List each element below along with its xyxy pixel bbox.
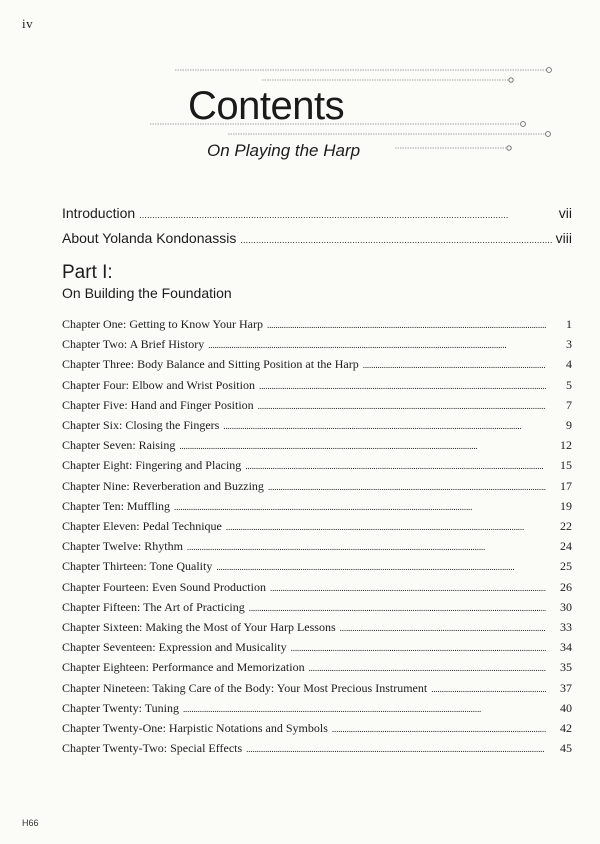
toc-entry-page: 7 bbox=[566, 397, 572, 412]
toc-entry-chapter[interactable] bbox=[62, 517, 572, 537]
dot-leader bbox=[208, 335, 546, 355]
toc-entry-label: Chapter Fifteen: The Art of Practicing bbox=[62, 599, 245, 614]
toc-entry-page: 15 bbox=[560, 458, 572, 473]
chapter-list bbox=[62, 315, 572, 759]
dot-leader bbox=[258, 396, 546, 416]
dot-leader bbox=[431, 679, 546, 699]
toc-entry-chapter[interactable] bbox=[62, 578, 572, 598]
string-peg-icon bbox=[521, 122, 526, 127]
toc-entry-page: 33 bbox=[560, 620, 572, 635]
toc-entry-page: 12 bbox=[560, 438, 572, 453]
dot-leader bbox=[174, 497, 546, 517]
toc-entry-label: Chapter Twenty-One: Harpistic Notations and Symbols bbox=[62, 721, 328, 736]
page-number: iv bbox=[22, 16, 34, 31]
string-peg-icon bbox=[509, 78, 513, 82]
toc-entry-page: 22 bbox=[560, 519, 572, 534]
toc-entry-chapter[interactable] bbox=[62, 557, 572, 577]
toc-entry-page: 30 bbox=[560, 599, 572, 614]
dot-leader bbox=[332, 719, 546, 739]
string-peg-icon bbox=[547, 68, 552, 73]
toc-entry-chapter[interactable] bbox=[62, 477, 572, 497]
toc-entry-label: Introduction bbox=[62, 205, 136, 221]
toc-entry-page: 4 bbox=[566, 357, 572, 372]
toc-entry-label: Chapter Four: Elbow and Wrist Position bbox=[62, 377, 255, 392]
part-heading: Part I: bbox=[62, 262, 113, 283]
dot-leader bbox=[240, 229, 551, 249]
dot-leader bbox=[268, 477, 546, 497]
dot-leader bbox=[249, 598, 546, 618]
dot-leader bbox=[226, 517, 546, 537]
toc-entry-page: 24 bbox=[560, 539, 572, 554]
dot-leader bbox=[267, 315, 546, 335]
toc-entry-chapter[interactable] bbox=[62, 719, 572, 739]
page-subtitle: On Playing the Harp bbox=[207, 141, 361, 160]
toc-entry-label: Chapter Nineteen: Taking Care of the Body: Your Most Precious Instrument bbox=[62, 680, 428, 695]
dot-leader bbox=[270, 578, 546, 598]
toc-entry-label: About Yolanda Kondonassis bbox=[62, 230, 237, 246]
toc-entry-label: Chapter Twenty: Tuning bbox=[62, 700, 179, 715]
toc-entry-chapter[interactable] bbox=[62, 699, 572, 719]
toc-entry-label: Chapter Eighteen: Performance and Memorization bbox=[62, 660, 305, 675]
dot-leader bbox=[291, 638, 546, 658]
dot-leader bbox=[183, 699, 546, 719]
dot-leader bbox=[139, 204, 555, 224]
toc-entry-chapter[interactable] bbox=[62, 497, 572, 517]
toc-entry-chapter[interactable] bbox=[62, 537, 572, 557]
toc-entry-page: viii bbox=[555, 230, 572, 246]
toc-entry-page: vii bbox=[558, 205, 572, 221]
page-title: Contents bbox=[188, 84, 345, 128]
toc-entry-page: 17 bbox=[560, 478, 572, 493]
toc-entry-label: Chapter Eight: Fingering and Placing bbox=[62, 458, 242, 473]
toc-entry-page: 26 bbox=[560, 579, 572, 594]
toc-entry-chapter[interactable] bbox=[62, 679, 572, 699]
catalog-code: H66 bbox=[22, 818, 39, 828]
toc-entry-label: Chapter Sixteen: Making the Most of Your Harp Lessons bbox=[62, 620, 336, 635]
toc-entry-page: 5 bbox=[566, 377, 572, 392]
toc-entry-about-author[interactable] bbox=[62, 229, 572, 249]
toc-entry-label: Chapter Two: A Brief History bbox=[62, 337, 205, 352]
toc-entry-page: 45 bbox=[560, 741, 572, 756]
toc-entry-label: Chapter Five: Hand and Finger Position bbox=[62, 397, 254, 412]
toc-entry-label: Chapter Nine: Reverberation and Buzzing bbox=[62, 478, 264, 493]
toc-entry-page: 42 bbox=[560, 721, 572, 736]
toc-entry-page: 40 bbox=[560, 700, 572, 715]
dot-leader bbox=[245, 456, 546, 476]
toc-entry-chapter[interactable] bbox=[62, 416, 572, 436]
toc-entry-chapter[interactable] bbox=[62, 315, 572, 335]
toc-entry-page: 25 bbox=[560, 559, 572, 574]
string-peg-icon bbox=[546, 132, 551, 137]
toc-entry-label: Chapter Seven: Raising bbox=[62, 438, 176, 453]
toc-entry-chapter[interactable] bbox=[62, 436, 572, 456]
part-subheading: On Building the Foundation bbox=[62, 285, 232, 301]
toc-entry-chapter[interactable] bbox=[62, 638, 572, 658]
toc-entry-label: Chapter Seventeen: Expression and Musicality bbox=[62, 640, 287, 655]
toc-entry-label: Chapter Ten: Muffling bbox=[62, 498, 171, 513]
toc-entry-label: Chapter Three: Body Balance and Sitting Position at the Harp bbox=[62, 357, 359, 372]
dot-leader bbox=[246, 739, 546, 759]
toc-entry-chapter[interactable] bbox=[62, 658, 572, 678]
toc-entry-chapter[interactable] bbox=[62, 376, 572, 396]
toc-entry-page: 37 bbox=[560, 680, 572, 695]
toc-entry-chapter[interactable] bbox=[62, 618, 572, 638]
toc-entry-label: Chapter Six: Closing the Fingers bbox=[62, 418, 220, 433]
toc-entry-chapter[interactable] bbox=[62, 598, 572, 618]
dot-leader bbox=[179, 436, 546, 456]
toc-entry-page: 35 bbox=[560, 660, 572, 675]
dot-leader bbox=[223, 416, 546, 436]
dot-leader bbox=[340, 618, 546, 638]
toc-entry-chapter[interactable] bbox=[62, 396, 572, 416]
toc-entry-label: Chapter Fourteen: Even Sound Production bbox=[62, 579, 266, 594]
toc-entry-label: Chapter Eleven: Pedal Technique bbox=[62, 519, 222, 534]
dot-leader bbox=[259, 376, 546, 396]
dot-leader bbox=[309, 658, 546, 678]
toc-entry-label: Chapter One: Getting to Know Your Harp bbox=[62, 317, 263, 331]
string-peg-icon bbox=[507, 146, 511, 150]
dot-leader bbox=[363, 355, 546, 375]
toc-entry-label: Chapter Twenty-Two: Special Effects bbox=[62, 741, 243, 756]
toc-entry-page: 34 bbox=[560, 640, 572, 655]
toc-entry-label: Chapter Twelve: Rhythm bbox=[62, 539, 183, 554]
dot-leader bbox=[187, 537, 546, 557]
toc-entry-page: 9 bbox=[566, 418, 572, 433]
toc-entry-page: 3 bbox=[566, 337, 572, 352]
toc-entry-label: Chapter Thirteen: Tone Quality bbox=[62, 559, 213, 574]
toc-entry-chapter[interactable] bbox=[62, 355, 572, 375]
toc-entry-page: 19 bbox=[560, 498, 572, 513]
toc-entry-page: 1 bbox=[566, 317, 572, 331]
toc-entry-chapter[interactable] bbox=[62, 739, 572, 759]
toc-entry-introduction[interactable] bbox=[62, 204, 572, 224]
dot-leader bbox=[216, 557, 546, 577]
toc-entry-chapter[interactable] bbox=[62, 335, 572, 355]
toc-entry-chapter[interactable] bbox=[62, 456, 572, 476]
